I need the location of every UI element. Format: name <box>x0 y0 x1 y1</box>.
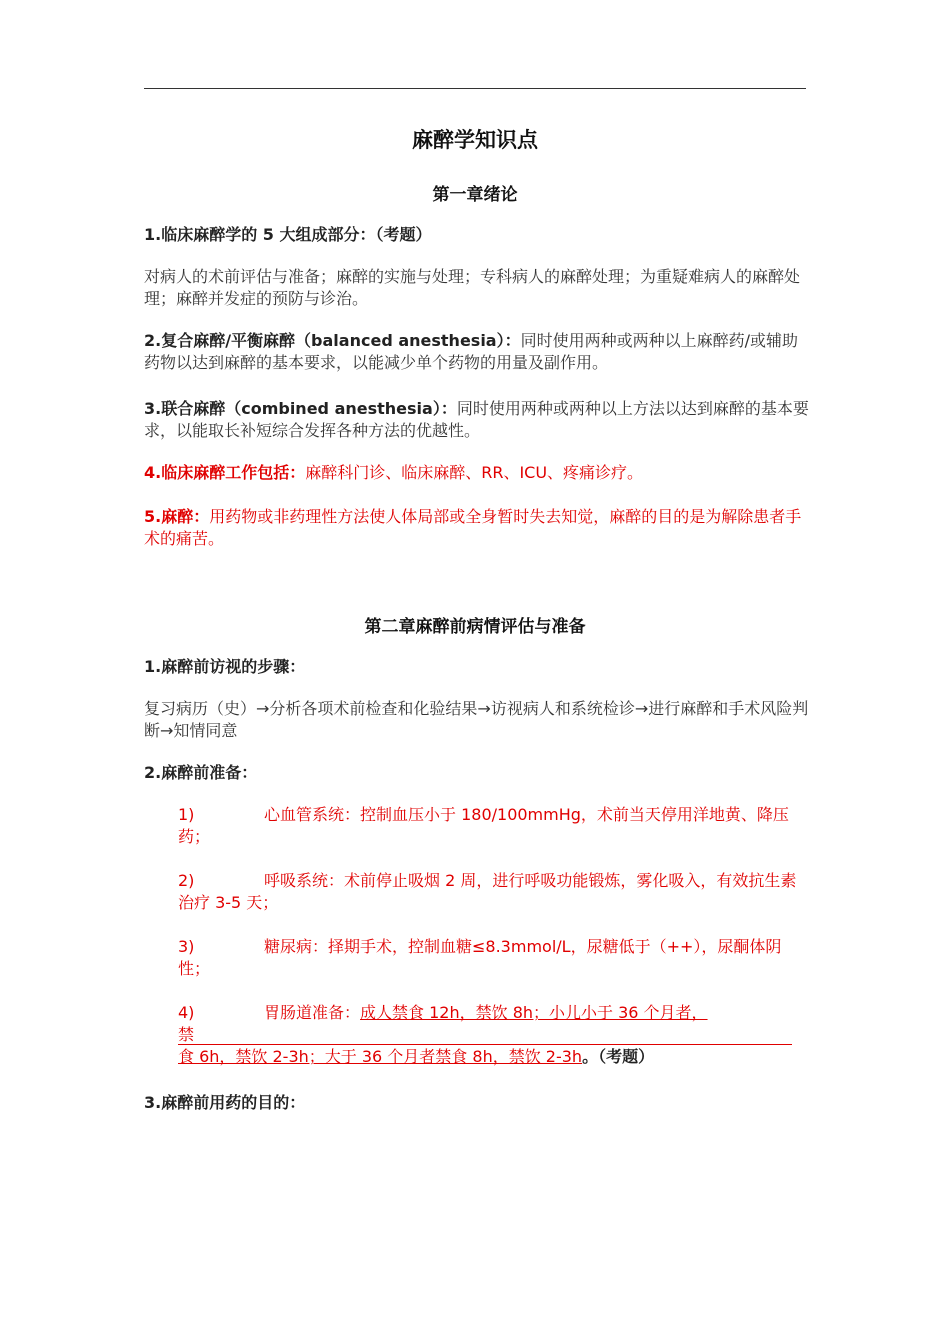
chapter-2-heading: 第二章麻醉前病情评估与准备 <box>364 617 586 637</box>
prep-item-2 <box>178 870 808 914</box>
prep-item-4-tail: 。（考题） <box>582 1047 655 1066</box>
prep-item-3-text: 糖尿病：择期手术，控制血糖≤8.3mmol/L，尿糖低于（++），尿酮体阴性； <box>178 937 782 978</box>
ch2-section-2-heading: 2.麻醉前准备： <box>144 763 258 782</box>
prep-item-1 <box>178 804 808 848</box>
ch1-point-4 <box>144 462 809 484</box>
prep-item-2-text: 呼吸系统：术前停止吸烟 2 周，进行呼吸功能锻炼，雾化吸入，有效抗生素治疗 3-5 天； <box>178 871 797 912</box>
ch2-section-3-heading: 3.麻醉前用药的目的： <box>144 1093 306 1112</box>
ch1-point-5-heading: 5.麻醉： <box>144 507 210 526</box>
prep-item-4-line-3 <box>178 1046 808 1068</box>
ch2-section-1-heading: 1.麻醉前访视的步骤： <box>144 657 306 676</box>
prep-item-4-line-2: 禁 <box>178 1025 195 1044</box>
prep-item-3-number: 3) <box>178 937 195 956</box>
ch1-point-5-body: 用药物或非药理性方法使人体局部或全身暂时失去知觉，麻醉的目的是为解除患者手术的痛苦。 <box>144 507 802 548</box>
prep-item-4-lead: 胃肠道准备： <box>264 1003 361 1022</box>
ch1-point-2-body: 同时使用两种或两种以上麻醉药/或辅助药物以达到麻醉的基本要求，以能减少单个药物的用量及副作用。 <box>144 331 799 372</box>
document-title: 麻醉学知识点 <box>412 128 538 152</box>
prep-item-4-number: 4) <box>178 1003 195 1022</box>
prep-item-2-number: 2) <box>178 871 195 890</box>
ch1-point-2-heading: 2.复合麻醉/平衡麻醉（balanced anesthesia）： <box>144 331 521 350</box>
ch1-point-1-heading: 1.临床麻醉学的 5 大组成部分：（考题） <box>144 225 432 244</box>
ch1-point-4-heading: 4.临床麻醉工作包括： <box>144 463 306 482</box>
ch1-point-2 <box>144 330 809 374</box>
prep-item-4-line-1 <box>178 1002 808 1024</box>
prep-item-1-number: 1) <box>178 805 195 824</box>
prep-item-4 <box>178 1002 808 1068</box>
prep-item-4-underlined-3: 食 6h，禁饮 2-3h；大于 36 个月者禁食 8h，禁饮 2-3h <box>178 1047 583 1066</box>
header-rule <box>144 88 806 89</box>
prep-item-4-underlined-1: 成人禁食 12h，禁饮 8h；小儿小于 36 个月者， <box>360 1003 708 1022</box>
ch1-point-3-heading: 3.联合麻醉（combined anesthesia）： <box>144 399 457 418</box>
ch1-point-4-body: 麻醉科门诊、临床麻醉、RR、ICU、疼痛诊疗。 <box>305 463 644 482</box>
prep-item-1-text: 心血管系统：控制血压小于 180/100mmHg，术前当天停用洋地黄、降压药； <box>178 805 789 846</box>
ch2-section-1-body: 复习病历（史）→分析各项术前检查和化验结果→访视病人和系统检诊→进行麻醉和手术风险判断→知情同意 <box>144 699 809 740</box>
ch1-point-5 <box>144 506 809 550</box>
ch1-point-3-body: 同时使用两种或两种以上方法以达到麻醉的基本要求，以能取长补短综合发挥各种方法的优越性。 <box>144 399 809 440</box>
chapter-1-heading: 第一章绪论 <box>432 185 518 205</box>
ch1-point-1-body: 对病人的术前评估与准备；麻醉的实施与处理；专科病人的麻醉处理；为重疑难病人的麻醉处理；麻醉并发症的预防与诊治。 <box>144 267 801 308</box>
prep-item-3 <box>178 936 808 980</box>
prep-item-4-underline-rule <box>178 1044 792 1045</box>
ch1-point-3 <box>144 398 809 442</box>
